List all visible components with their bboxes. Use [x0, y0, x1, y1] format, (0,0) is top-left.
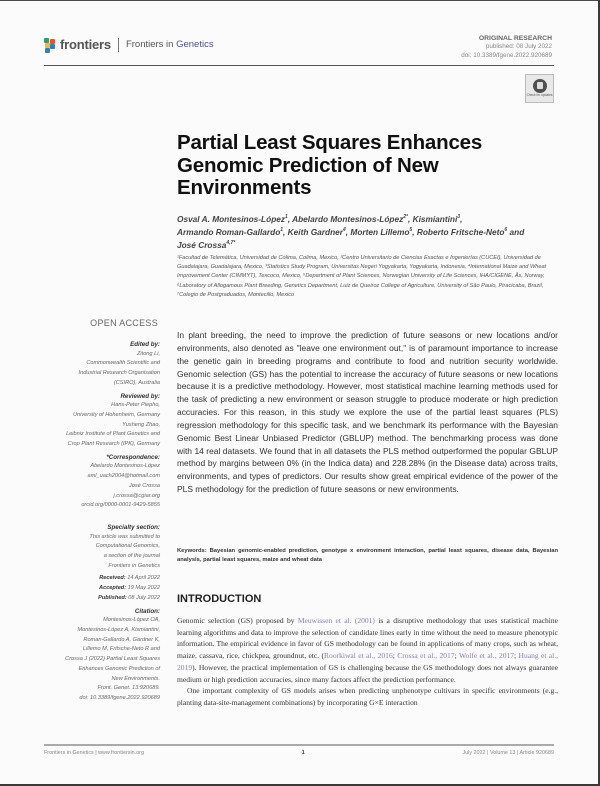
published-date: published: 08 July 2022: [485, 43, 552, 51]
citation-line: Montesinos-López A, Kismiantini,: [77, 626, 160, 633]
check-for-updates-button[interactable]: Check for updates: [525, 74, 554, 103]
editor-line: Industrial Research Organisation: [78, 370, 160, 377]
author[interactable]: Armando Roman-Gallardo$^1$: [177, 226, 284, 237]
orcid-link[interactable]: orcid.org/0000-0001-9429-5855: [81, 502, 160, 509]
correspondent-name: José Crossa: [128, 482, 160, 489]
introduction-body: [177, 615, 558, 709]
doi[interactable]: doi: 10.3389/fgene.2022.920689: [461, 51, 552, 59]
sidebar-editorial: [14, 337, 160, 704]
correspondent-email[interactable]: j.crossa@cgiar.org: [113, 492, 160, 499]
open-access-label: OPEN ACCESS: [90, 318, 158, 328]
author[interactable]: Morten Lillemo$^5$: [350, 226, 413, 237]
page-number: 1: [301, 750, 305, 756]
citation-line: Roman-Gallardo A, Gardner K,: [83, 636, 160, 643]
introduction-heading: INTRODUCTION: [177, 593, 262, 605]
footer-rule: [44, 744, 554, 746]
frontiers-logo-icon: [44, 38, 56, 52]
journal-header: [44, 37, 214, 52]
specialty-line: This article was submitted to: [89, 533, 160, 540]
page-footer: [44, 750, 554, 756]
bookmark-icon: [533, 79, 547, 93]
author-list: Osval A. Montesinos-López$^1$, Abelardo Montesinos-López$^{2*}$, Kismiantini$^3$, Armando Roman-Gallardo$^1$, Keith Gardner$^4$, Morten Lillemo$^5$, Roberto Fritsche-Neto$^6$ and José Crossa$^{4,7*}$: [177, 213, 525, 251]
article-type: ORIGINAL RESEARCH: [478, 35, 552, 42]
reviewer-line: Leibniz Institute of Plant Genetics and: [66, 431, 160, 438]
brand-name: frontiers: [60, 37, 111, 52]
citation-label: Citation:: [134, 607, 160, 615]
keywords: Keywords: Bayesian genomic-enabled prediction, genotype x environment interaction, partial least squares, disease data, Bayesian analysis, partial least squares, maize and wheat data: [177, 548, 558, 563]
correspondent-email[interactable]: aml_uach2004@hotmail.com: [87, 473, 160, 480]
reviewer-line: Yusheng Zhao,: [122, 421, 160, 428]
author[interactable]: José Crossa$^{4,7*}$: [177, 240, 236, 251]
specialty-line: Computational Genomics,: [95, 543, 160, 550]
article-meta: [461, 35, 552, 60]
footer-issue: July 2022 | Volume 13 | Article 920689: [462, 750, 554, 756]
citation-link[interactable]: Huang et al., 2019: [177, 651, 559, 672]
citation-line: Montesinos-López OA,: [103, 617, 160, 624]
editor-line: (CSIRO), Australia: [113, 379, 160, 386]
author[interactable]: Abelardo Montesinos-López$^{2*}$: [292, 213, 408, 224]
citation-line: New Environments.: [111, 675, 160, 682]
article-title: Partial Least Squares Enhances Genomic Prediction of New Environments: [177, 131, 483, 200]
affiliations: ¹Facultad de Telemática, Universidad de Colima, Colima, Mexico, ²Centro Universitario de Ciencias Exactas e Ingenierías (CUCEI), Universidad de Guadalajara, Guadalajara, Mexico, ³Statistics Study Program, Universitas Negeri Yogyakarta, Yogyakarta, Indonesia, ⁴International Maize and Wheat Improvement Center (CIMMYT), Texcoco, Mexico, ⁵Department of Plant Sciences, Norwegian University of Life Sciences, IHA/CIGENE, Ås, Norway, ⁶Laboratory of Allogamous Plant Breeding, Genetics Department, Luiz de Queiroz College of Agriculture, University of São Paulo, Piracicaba, Brazil, ⁷Colegio de Postgraduados, Montecillo, Mexico: [177, 255, 547, 298]
citation-link[interactable]: Meuwissen et al. (2001): [297, 616, 375, 625]
author[interactable]: Kismiantini$^3$: [412, 213, 461, 224]
intro-paragraph: One important complexity of GS models arises when predicting unphenotype cultivars in specific environments (e.g., planting data-site-management combinations) by incorporating G×E interaction: [177, 686, 558, 707]
edited-by-label: Edited by:: [130, 341, 160, 348]
reviewer-line: Hans-Peter Piepho,: [111, 402, 160, 409]
abstract: In plant breeding, the need to improve the prediction of future seasons or new locations and/or environments, also denoted as "leave one environment out," is of paramount importance to increase the genetic gain in breeding programs and contribute to food and nutrition security worldwide. Genomic selection (GS) has the potential to increase the accuracy of future seasons or new locations because it is a predictive methodology. However, most statistical machine learning methods used for the task of predicting a new environment or season struggle to produce moderate or high prediction accuracies. For this reason, in this study we explore the use of the partial least squares (PLS) regression methodology for this specific task, and we benchmark its performance with the Bayesian Genomic Best Linear Unbiased Predictor (GBLUP) method. The benchmarking process was done with 14 real datasets. We found that in all datasets the PLS method outperformed the popular GBLUP method by margins between 0% (in the Indica data) and 228.28% (in the Disease data) across traits, environments, and types of predictors. Our results show great empirical evidence of the power of the PLS methodology for the prediction of future seasons or new environments.: [177, 330, 558, 495]
citation-link[interactable]: Roorkiwal et al., 2016: [324, 651, 393, 661]
author[interactable]: Roberto Fritsche-Neto$^6$: [416, 226, 508, 237]
footer-journal[interactable]: Frontiers in Genetics | www.frontiersin.org: [44, 750, 144, 756]
journal-name: Frontiers in Genetics: [125, 39, 214, 50]
citation-line: Crossa J (2022) Partial Least Squares: [65, 656, 160, 663]
specialty-label: Specialty section:: [107, 523, 160, 531]
citation-link[interactable]: Wolfe et al., 2017: [458, 651, 515, 661]
citation-link[interactable]: Crossa et al., 2017: [397, 651, 455, 661]
author[interactable]: Keith Gardner$^4$: [287, 226, 346, 237]
header-divider: [118, 38, 119, 52]
citation-doi-link[interactable]: doi: 10.3389/fgene.2022.920689: [79, 694, 160, 701]
citation-line: Front. Genet. 13:920689.: [97, 685, 160, 692]
reviewer-line: University of Hohenheim, Germany: [72, 411, 160, 418]
header-rule: [44, 65, 554, 66]
citation-line: Lillemo M, Fritsche-Neto R and: [82, 646, 160, 653]
dates-block: Received: 14 April 2022 Accepted: 19 May 2022 Published: 08 July 2022: [98, 575, 160, 601]
reviewer-line: Crop Plant Research (IPK), Germany: [67, 441, 160, 448]
specialty-line: Frontiers in Genetics: [108, 562, 160, 569]
correspondence-label: *Correspondence:: [106, 453, 160, 461]
editor-line: Zitong Li,: [136, 350, 160, 357]
correspondent-name: Abelardo Montesinos-López: [90, 463, 160, 470]
intro-paragraph: Genomic selection (GS) proposed by Meuwissen et al. (2001) is a disruptive methodology that uses statistical machine learning algorithms and data to improve the selection of candidate lines early in time without the need to measure phenotypic information. The empirical evidence in favor of GS methodology can be found in applications of many crops, such as wheat, maize, cassava, rice, chickpea, groundnut, etc. (Roorkiwal et al., 2016; Crossa et al., 2017; Wolfe et al., 2017; Huang et al., 2019). However, the practical implementation of GS is challenging because the GS methodology does not always guarantee medium or high prediction accuracies, since many factors affect the prediction performance.: [177, 616, 559, 684]
editor-line: Commonwealth Scientific and: [86, 360, 160, 367]
specialty-line: a section of the journal: [103, 553, 160, 560]
citation-line: Enhances Genomic Prediction of: [78, 665, 160, 672]
reviewed-by-label: Reviewed by:: [120, 392, 160, 400]
author[interactable]: Osval A. Montesinos-López$^1$: [177, 213, 288, 224]
